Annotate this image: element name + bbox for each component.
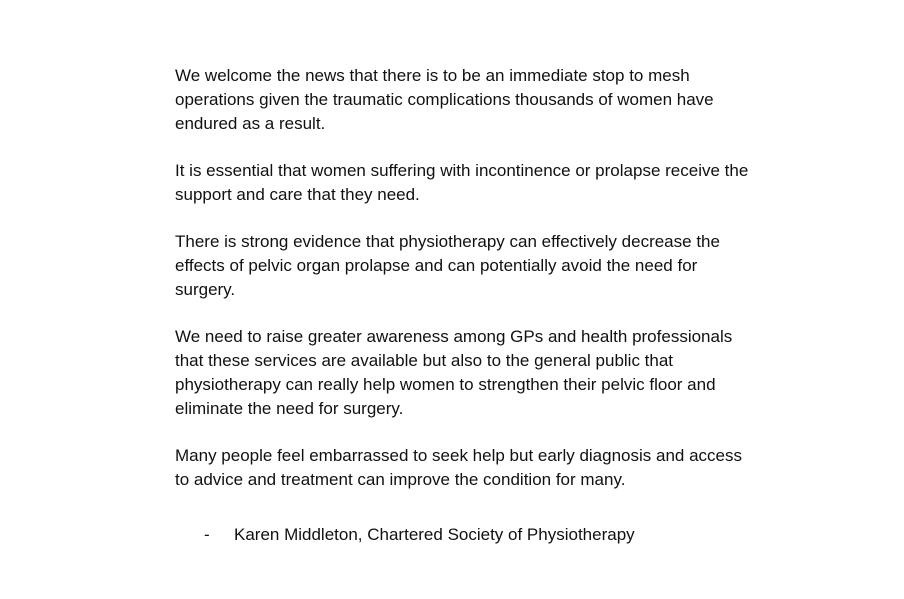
paragraph-awareness: We need to raise greater awareness among GPs and health professionals that these services are available but also to the general public that physiotherapy can really help women to strengthen their pelvic floor and eliminate the need for surgery. [175,327,733,418]
quote-body [175,64,750,544]
paragraph-mesh-stop: We welcome the news that there is to be an immediate stop to mesh operations given the traumatic complications thousands of women have endured as a result. [175,66,714,133]
paragraph-early-diagnosis: Many people feel embarrassed to seek help but early diagnosis and access to advice and treatment can improve the condition for many. [175,446,743,489]
attribution-dash: - [204,525,210,544]
paragraph-support-care: It is essential that women suffering with incontinence or prolapse receive the support and care that they need. [175,161,749,204]
attribution-line [175,523,750,547]
attribution-name: Karen Middleton, Chartered Society of Physiotherapy [234,525,635,544]
paragraph-physiotherapy-evidence: There is strong evidence that physiotherapy can effectively decrease the effects of pelvic organ prolapse and can potentially avoid the need for surgery. [175,232,720,299]
